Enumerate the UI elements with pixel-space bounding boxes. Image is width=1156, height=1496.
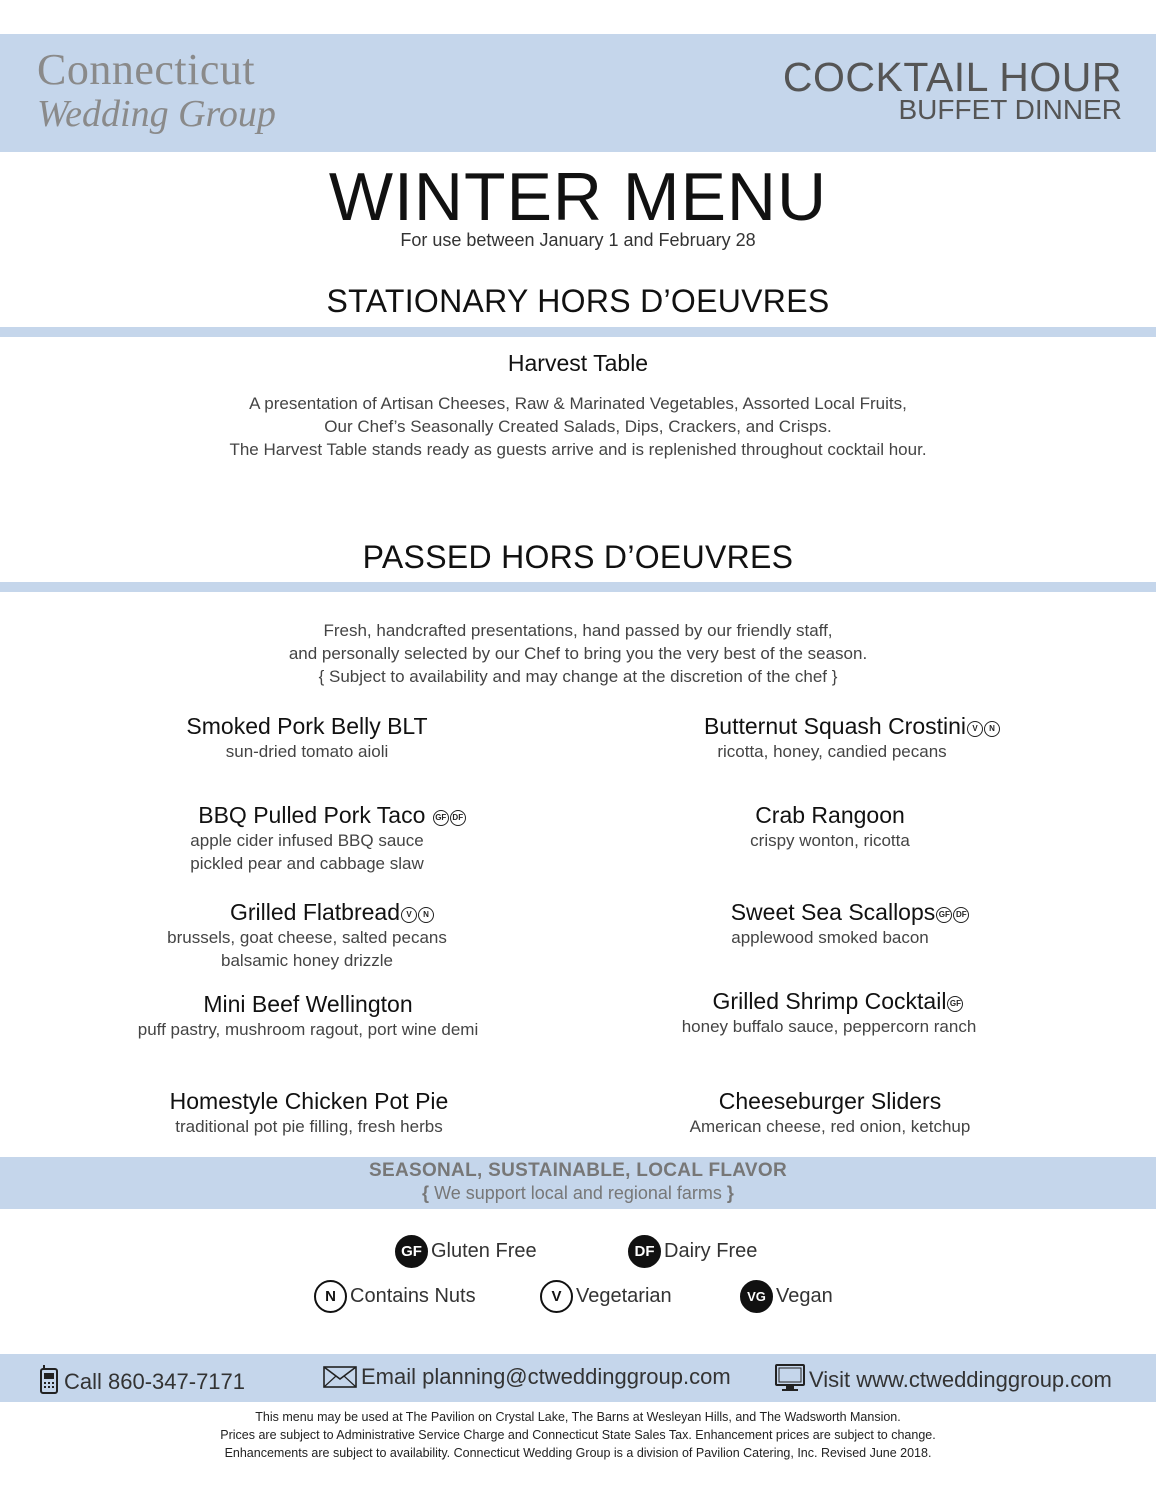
gluten-free-icon: GF [395, 1235, 428, 1268]
menu-item-desc: apple cider infused BBQ sauce [190, 831, 424, 850]
section-rule [0, 582, 1156, 592]
menu-item-name: Grilled Shrimp Cocktail [712, 988, 947, 1014]
menu-item-desc: traditional pot pie filling, fresh herbs [175, 1117, 443, 1136]
legend-dairy-free [628, 1235, 757, 1268]
gluten-free-icon: GF [433, 810, 449, 826]
brace-open: { [422, 1183, 430, 1203]
header-title-buffet: BUFFET DINNER [898, 94, 1122, 125]
header-title-cocktail: COCKTAIL HOUR [782, 54, 1122, 100]
menu-item-desc: crispy wonton, ricotta [750, 831, 910, 850]
menu-item [87, 712, 527, 763]
menu-item-name-row [630, 898, 1070, 926]
fine-print-line: Prices are subject to Administrative Service Charge and Connecticut State Sales Tax. Enhancement prices are subject to change. [220, 1428, 936, 1442]
seasonal-subline [0, 1183, 1156, 1204]
vegetarian-icon: V [401, 907, 417, 923]
menu-item-desc: brussels, goat cheese, salted pecans [167, 928, 447, 947]
legend-vegetarian [540, 1280, 672, 1313]
legend-label: Dairy Free [664, 1239, 758, 1262]
fine-print-line: Enhancements are subject to availability. Connecticut Wedding Group is a division of Pavilion Catering, Inc. Revised June 2018. [224, 1446, 932, 1460]
menu-item-name: Sweet Sea Scallops [730, 899, 936, 925]
menu-item-name-row [632, 712, 1072, 740]
menu-item-name-row [112, 801, 552, 829]
menu-item-desc: applewood smoked bacon [731, 928, 929, 947]
legend-vegan [740, 1280, 833, 1313]
intro-line: and personally selected by our Chef to bring you the very best of the season. [288, 644, 868, 663]
menu-item-desc: puff pastry, mushroom ragout, port wine demi [137, 1020, 479, 1039]
menu-item-name: Crab Rangoon [755, 802, 905, 828]
menu-item-desc: American cheese, red onion, ketchup [689, 1117, 971, 1136]
menu-item-name: Mini Beef Wellington [203, 991, 413, 1017]
menu-item [610, 1087, 1050, 1138]
intro-line: { Subject to availability and may change at the discretion of the chef } [318, 667, 838, 686]
menu-item [112, 801, 552, 875]
legend-label: Vegan [776, 1284, 833, 1307]
visit-text: Visit www.ctweddinggroup.com [809, 1367, 1112, 1392]
vegetarian-icon: V [967, 721, 983, 737]
menu-item [632, 712, 1072, 763]
menu-item [112, 898, 552, 972]
vegetarian-icon: V [540, 1280, 573, 1313]
legend-label: Contains Nuts [350, 1284, 476, 1307]
passed-intro [0, 619, 1156, 688]
logo-line1: Connecticut [37, 45, 256, 94]
dairy-free-icon: DF [953, 907, 969, 923]
menu-item [89, 1087, 529, 1138]
seasonal-heading: SEASONAL, SUSTAINABLE, LOCAL FLAVOR [369, 1160, 787, 1181]
logo-line2: Wedding Group [37, 93, 276, 135]
legend-gluten-free [395, 1235, 537, 1268]
menu-item-desc: pickled pear and cabbage slaw [190, 854, 424, 873]
legend-label: Vegetarian [576, 1284, 672, 1307]
gluten-free-icon: GF [947, 996, 963, 1012]
nuts-icon: N [984, 721, 1000, 737]
brace-close: } [726, 1183, 734, 1203]
page-subtitle: For use between January 1 and February 28 [400, 230, 756, 250]
stationary-description [0, 392, 1156, 461]
menu-item [610, 801, 1050, 852]
stationary-heading: STATIONARY HORS D’OEUVRES [326, 283, 830, 319]
email-text: Email planning@ctweddinggroup.com [361, 1364, 731, 1389]
menu-item-name: BBQ Pulled Pork Taco [198, 802, 426, 828]
vegan-icon: VG [740, 1280, 773, 1313]
menu-item-name-row [618, 987, 1058, 1015]
page-title: WINTER MENU [328, 159, 828, 235]
menu-item-name: Grilled Flatbread [229, 899, 401, 925]
email-link[interactable] [323, 1364, 731, 1390]
menu-item-name: Butternut Squash Crostini [703, 713, 967, 739]
intro-line: Fresh, handcrafted presentations, hand passed by our friendly staff, [323, 621, 833, 640]
menu-item-name: Homestyle Chicken Pot Pie [169, 1088, 449, 1114]
fine-print-line: This menu may be used at The Pavilion on Crystal Lake, The Barns at Wesleyan Hills, and The Wadsworth Mansion. [255, 1410, 901, 1424]
menu-item-name-row [112, 898, 552, 926]
section-rule [0, 327, 1156, 337]
gluten-free-icon: GF [936, 907, 952, 923]
menu-item [88, 990, 528, 1041]
fine-print [0, 1408, 1156, 1462]
menu-item-desc: sun-dried tomato aioli [225, 742, 389, 761]
menu-item [630, 898, 1070, 949]
menu-item-name: Cheeseburger Sliders [718, 1088, 942, 1114]
menu-item-desc: ricotta, honey, candied pecans [717, 742, 947, 761]
call-link[interactable] [38, 1364, 245, 1395]
stationary-line: Our Chef’s Seasonally Created Salads, Dips, Crackers, and Crisps. [324, 417, 832, 436]
phone-icon [38, 1364, 60, 1394]
menu-item-desc: honey buffalo sauce, peppercorn ranch [681, 1017, 977, 1036]
legend-contains-nuts [314, 1280, 476, 1313]
menu-item [618, 987, 1058, 1038]
dairy-free-icon: DF [450, 810, 466, 826]
menu-item-name: Smoked Pork Belly BLT [186, 713, 428, 739]
monitor-icon [775, 1364, 805, 1392]
seasonal-text: We support local and regional farms [434, 1183, 722, 1203]
stationary-line: A presentation of Artisan Cheeses, Raw & Marinated Vegetables, Assorted Local Fruits, [249, 394, 907, 413]
call-text: Call 860-347-7171 [64, 1369, 246, 1394]
menu-item-desc: balsamic honey drizzle [221, 951, 393, 970]
nuts-icon: N [418, 907, 434, 923]
nuts-icon: N [314, 1280, 347, 1313]
visit-link[interactable] [775, 1364, 1112, 1393]
harvest-table-title: Harvest Table [507, 350, 649, 376]
legend-label: Gluten Free [431, 1239, 537, 1262]
envelope-icon [323, 1365, 357, 1389]
passed-heading: PASSED HORS D’OEUVRES [362, 539, 794, 575]
dairy-free-icon: DF [628, 1235, 661, 1268]
stationary-line: The Harvest Table stands ready as guests arrive and is replenished throughout cocktail hour. [229, 440, 927, 459]
